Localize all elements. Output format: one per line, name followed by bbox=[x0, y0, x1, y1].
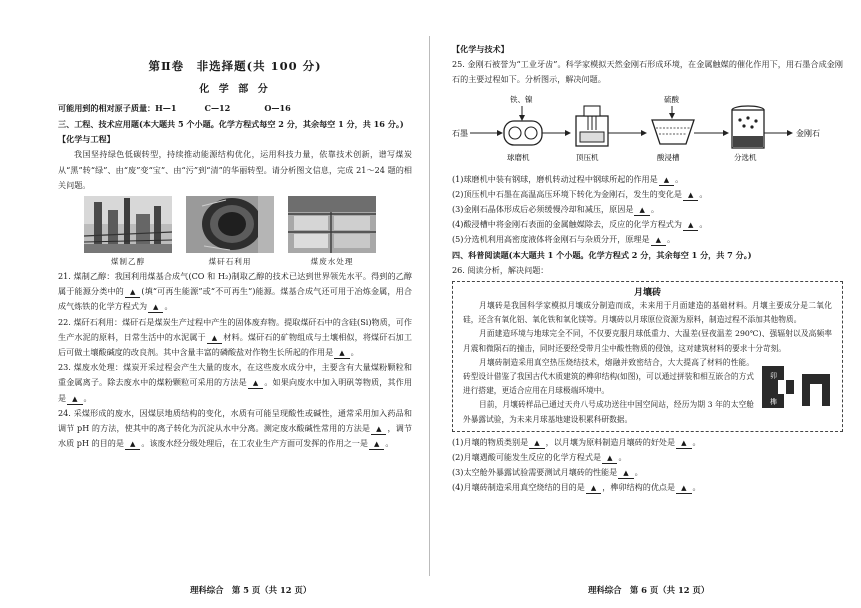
footer-page-6: 理科综合 第 6 页（共 12 页） bbox=[588, 585, 710, 595]
page-6 bbox=[430, 0, 861, 608]
flow-input-label: 石墨 bbox=[452, 128, 468, 138]
reading-paragraph-1: 月壤砖是我国科学家模拟月壤成分制造而成，未来用于月面建造的基础材料。月壤主要成分是二氧化硅，还含有氧化铝、氧化铁和氧化镁等。月壤砖以月球原位资源为原料，制造过程不添加其他物质。 bbox=[463, 301, 832, 325]
press-machine-icon bbox=[576, 106, 608, 146]
diamond-process-diagram bbox=[452, 92, 843, 170]
question-26-1: (1)月壤的物质类别是 ▲ ，以月壤为原料制造月壤砖的好处是 ▲ 。 bbox=[452, 436, 701, 447]
acid-tank-icon bbox=[652, 120, 694, 144]
atomic-mass-o: O—16 bbox=[264, 103, 291, 113]
flow-acid-tank-label: 酸浸槽 bbox=[657, 152, 680, 162]
question-25-1: (1)球磨机中装有钢球，磨机转动过程中钢球所起的作用是 ▲ 。 bbox=[452, 173, 684, 184]
topic-chem-technology: 【化学与技术】 bbox=[452, 44, 509, 54]
question-26-4: (4)月壤砖制造采用真空烧结的目的是 ▲ ，榫卯结构的优点是 ▲ 。 bbox=[452, 482, 701, 493]
question-25-2: (2)顶压机中石墨在高温高压环境下转化为金刚石，发生的变化是 ▲ 。 bbox=[452, 188, 708, 199]
photo-coal-ethanol bbox=[84, 196, 172, 267]
flow-additive-acid: 硫酸 bbox=[664, 94, 679, 104]
wastewater-treatment-image bbox=[288, 196, 376, 253]
ball-mill-icon bbox=[504, 121, 542, 145]
reading-box bbox=[452, 281, 843, 432]
question-26-3: (3)太空舱外暴露试验需要测试月壤砖的性能是 ▲ 。 bbox=[452, 467, 643, 478]
photo-coal-gangue bbox=[186, 196, 274, 267]
coal-gangue-mill-image bbox=[186, 196, 274, 253]
photo-caption: 煤制乙醇 bbox=[110, 257, 146, 267]
footer-page-5: 理科综合 第 5 页（共 12 页） bbox=[190, 585, 312, 595]
question-26-2: (2)月壤遇酸可能发生反应的化学方程式是 ▲ 。 bbox=[452, 452, 627, 463]
atomic-masses bbox=[58, 103, 412, 114]
section-3-heading: 三、工程、技术应用题(本大题共 5 个小题。化学方程式每空 2 分，其余每空 1 分，共 16 分。) bbox=[58, 119, 404, 129]
reading-paragraph-2: 月面建造环境与地球完全不同，不仅要克服月球低重力、大温差(昼夜温差 290℃)、强辐射以及高频率月震和微陨石的撞击，同时还要经受带月尘中酸性物质的侵蚀，这对建筑材料的要求十分苛刻。 bbox=[463, 329, 832, 353]
atomic-mass-h: 可能用到的相对原子质量：H—1 bbox=[58, 103, 177, 113]
intro-paragraph: 我国坚持绿色低碳转型，持续推动能源结构优化，运用科技力量，依靠技术创新，谱写煤炭从“黑”转“绿”、由“废”变“宝”、由“污”到“清”的华丽转型。请分析图文信息，完成 21～24 题的相关问题。 bbox=[58, 149, 412, 190]
mortise-tenon-diagram bbox=[760, 358, 832, 414]
section-4-heading: 四、科普阅读题(本大题共 1 个小题。化学方程式 2 分，其余每空 1 分，共 7 分。) bbox=[452, 249, 752, 260]
separator-icon bbox=[732, 106, 764, 148]
photo-caption: 煤废水处理 bbox=[310, 257, 354, 267]
photo-caption: 煤矸石利用 bbox=[208, 257, 252, 267]
question-26: 26. 阅读分析，解决问题： bbox=[452, 264, 549, 275]
question-25: 25. 金刚石被誉为“工业牙齿”。科学家模拟天然金刚石形成环境，在金属触媒的催化作用下，用石墨合成金刚石的主要过程如下。分析图示，解决问题。 bbox=[452, 59, 843, 85]
question-22: 22. 煤矸石利用：煤矸石是煤炭生产过程中产生的固体废弃物。提取煤矸石中的含硅(Si)物质，可作生产水泥的原料，日常生活中的水泥属于 ▲ 材料。煤矸石的矿物组成与土壤相似，将煤矸石加工后可做土壤酸碱度的改良剂。其中含量丰富的磷酸盐对作物生长所起的作用是 ▲ 。 bbox=[58, 316, 412, 358]
reading-title: 月壤砖 bbox=[633, 288, 661, 299]
chemistry-subtitle: 化 学 部 分 bbox=[199, 84, 271, 95]
coal-ethanol-plant-image bbox=[84, 196, 172, 253]
question-25-3: (3)金刚石晶体形成后必须缓慢冷却和减压，原因是 ▲ 。 bbox=[452, 204, 659, 215]
question-25-5: (5)分选机利用高密度液体将金刚石与杂质分开，原理是 ▲ 。 bbox=[452, 234, 676, 245]
reading-paragraph-4: 目前，月壤砖样品已通过天舟八号成功送往中国空间站，经历为期 3 年的太空舱外暴露试验，为未来月球基地建设积累科研数据。 bbox=[463, 400, 754, 424]
photo-row bbox=[84, 196, 412, 267]
flow-output-label: 金刚石 bbox=[796, 128, 820, 138]
question-25-4: (4)酸浸槽中将金刚石表面的金属触媒除去，反应的化学方程式为 ▲ 。 bbox=[452, 219, 708, 230]
flow-ball-mill-label: 球磨机 bbox=[507, 152, 530, 162]
topic-chem-engineering: 【化学与工程】 bbox=[58, 134, 115, 145]
flow-additive-fe-ni: 铁、镍 bbox=[510, 94, 533, 104]
part-title: 第Ⅱ卷 非选择题(共 100 分) bbox=[148, 59, 322, 73]
flow-press-label: 顶压机 bbox=[576, 152, 599, 162]
art-label-a: 卯 bbox=[770, 371, 777, 380]
atomic-mass-c: C—12 bbox=[204, 103, 231, 113]
flow-separator-label: 分选机 bbox=[734, 152, 757, 162]
reading-paragraph-3: 月壤砖制造采用真空热压烧结技术，熔融并致密结合，大大提高了材料的性能。砖型设计借鉴了我国古代木质建筑的榫卯结构(如图)，可以通过拼装和相互嵌合的方式进行搭建，更适合应用在月球极端环境中。 bbox=[463, 357, 754, 396]
question-21: 21. 煤制乙醇：我国利用煤基合成气(CO 和 H₂)制取乙醇的技术已达到世界领先水平。得到的乙醇属于能源分类中的 ▲ (填“可再生能源”或“不可再生”)能源。煤基合成气还可用于冶炼金属，用合成气炼铁的化学方程式为 ▲ 。 bbox=[58, 271, 412, 312]
photo-coal-wastewater bbox=[288, 196, 376, 267]
page-5 bbox=[0, 0, 430, 608]
question-23: 23. 煤废水处理：煤炭开采过程会产生大量的废水，在这些废水成分中，主要含有大量煤粉颗粒和重金属离子。除去废水中的煤粉颗粒可采用的方法是 ▲ 。如果向废水中加入明矾等物质，其作用是 ▲ 。 bbox=[58, 362, 412, 403]
question-24: 24. 采煤形成的废水，因煤层地质结构的变化，水质有可能呈现酸性或碱性，通常采用加入药品和调节 pH 的方法，使其中的离子转化为沉淀从水中分离。测定废水酸碱性常用的方法是 ▲ ，调节水质 pH 的目的是 ▲ 。该废水经分级处理后，在工农业生产方面可发挥的作用之一是 ▲ 。 bbox=[58, 407, 412, 449]
art-label-b: 榫 bbox=[770, 397, 777, 406]
